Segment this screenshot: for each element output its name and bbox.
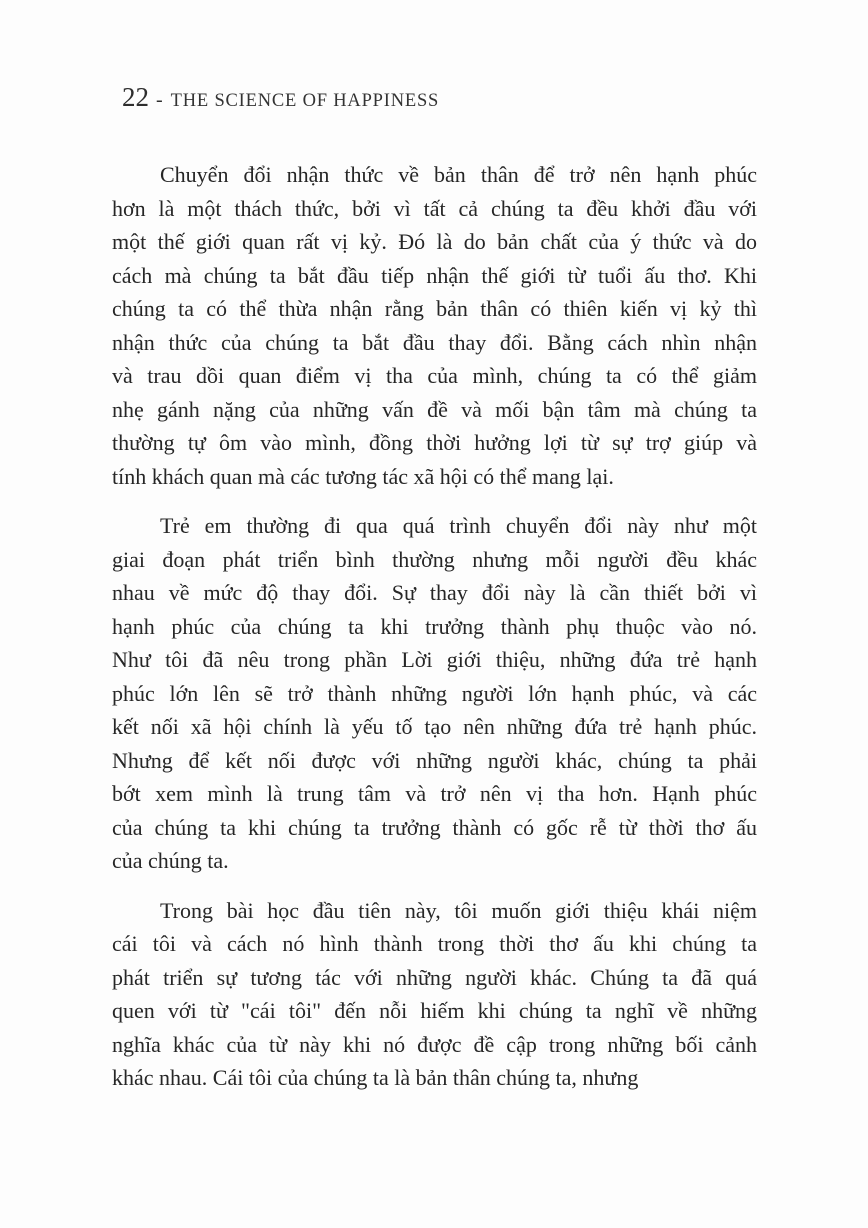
page-number: 22 (122, 82, 149, 112)
text-line: của chúng ta khi chúng ta trưởng thành có gốc rễ từ thời thơ ấu (112, 814, 757, 840)
page-body (112, 158, 757, 1095)
text-line: chúng ta có thể thừa nhận rằng bản thân có thiên kiến vị kỷ thì (112, 296, 757, 321)
text-line: phát triển sự tương tác với những người khác. Chúng ta đã quá (112, 964, 757, 990)
text-line: Trong bài học đầu tiên này, tôi muốn giới thiệu khái niệm (160, 897, 757, 923)
text-line: của chúng ta. (112, 848, 229, 873)
paragraph (112, 509, 757, 878)
text-line: kết nối xã hội chính là yếu tố tạo nên những đứa trẻ hạnh phúc. (112, 714, 757, 739)
text-line: một thế giới quan rất vị kỷ. Đó là do bản chất của ý thức và do (112, 229, 757, 254)
text-line: thường tự ôm vào mình, đồng thời hưởng lợi từ sự trợ giúp và (112, 430, 757, 455)
text-line: Như tôi đã nêu trong phần Lời giới thiệu, những đứa trẻ hạnh (112, 647, 757, 672)
text-line: bớt xem mình là trung tâm và trở nên vị tha hơn. Hạnh phúc (112, 781, 757, 806)
paragraph (112, 894, 757, 1095)
text-line: cái tôi và cách nó hình thành trong thời thơ ấu khi chúng ta (112, 931, 757, 956)
text-line: và trau dồi quan điểm vị tha của mình, chúng ta có thể giảm (112, 363, 757, 388)
text-line: Nhưng để kết nối được với những người khác, chúng ta phải (112, 747, 757, 773)
page-header (122, 82, 439, 113)
text-line: nghĩa khác của từ này khi nó được đề cập trong những bối cảnh (112, 1031, 757, 1057)
paragraph (112, 158, 757, 493)
header-separator: - (156, 89, 163, 111)
text-line: tính khách quan mà các tương tác xã hội có thể mang lại. (112, 463, 614, 489)
text-line: nhẹ gánh nặng của những vấn đề và mối bận tâm mà chúng ta (112, 396, 757, 422)
running-title: THE SCIENCE OF HAPPINESS (170, 91, 440, 111)
text-line: hạnh phúc của chúng ta khi trưởng thành phụ thuộc vào nó. (112, 613, 757, 639)
text-line: cách mà chúng ta bắt đầu tiếp nhận thế giới từ tuổi ấu thơ. Khi (112, 262, 757, 288)
text-line: nhau về mức độ thay đổi. Sự thay đổi này là cần thiết bởi vì (112, 580, 757, 605)
text-line: Chuyển đổi nhận thức về bản thân để trở nên hạnh phúc (160, 162, 757, 187)
text-line: Trẻ em thường đi qua quá trình chuyển đổi này như một (160, 513, 757, 538)
text-line: khác nhau. Cái tôi của chúng ta là bản thân chúng ta, nhưng (112, 1065, 639, 1090)
text-line: giai đoạn phát triển bình thường nhưng mỗi người đều khác (112, 546, 757, 572)
text-line: nhận thức của chúng ta bắt đầu thay đổi. Bằng cách nhìn nhận (112, 329, 757, 355)
text-line: quen với từ "cái tôi" đến nỗi hiếm khi chúng ta nghĩ về những (112, 998, 757, 1023)
text-line: phúc lớn lên sẽ trở thành những người lớn hạnh phúc, và các (112, 680, 757, 706)
text-line: hơn là một thách thức, bởi vì tất cả chúng ta đều khởi đầu với (112, 195, 757, 221)
